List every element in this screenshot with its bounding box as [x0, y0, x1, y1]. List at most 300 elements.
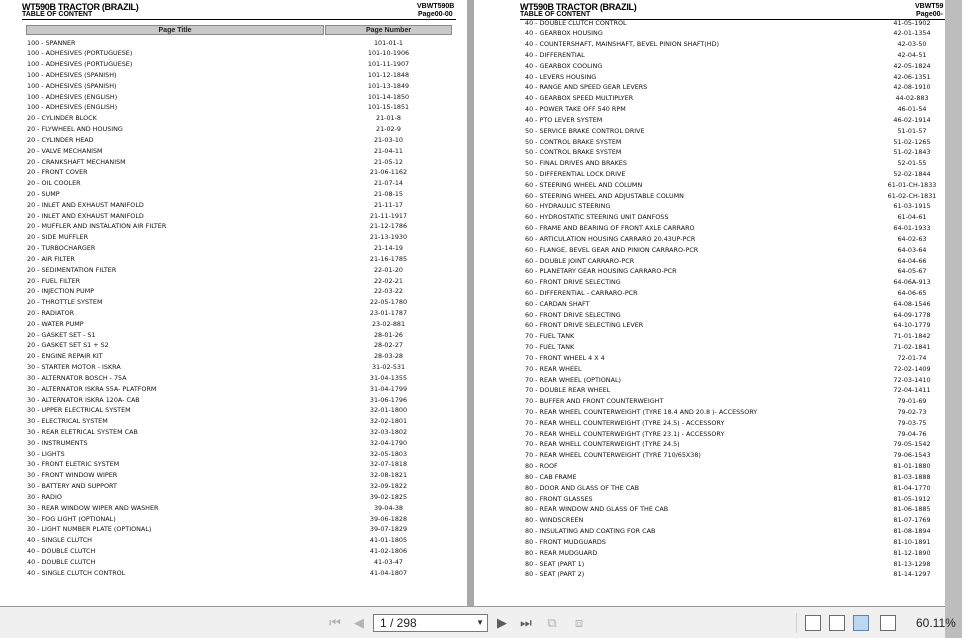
toc-row[interactable]	[525, 93, 962, 104]
toc-row-title: 60 - FRONT DRIVE SELECTING	[525, 278, 621, 287]
toc-row[interactable]	[27, 124, 452, 135]
toc-row[interactable]	[27, 200, 452, 211]
toc-row-title: 20 - INJECTION PUMP	[27, 287, 95, 296]
toc-row-title: 70 - FRONT WHEEL 4 X 4	[525, 353, 605, 362]
toc-row-title: 20 - AIR FILTER	[27, 254, 75, 263]
toc-row-title: 50 - CONTROL BRAKE SYSTEM	[525, 148, 622, 157]
toc-row-title: 40 - DOUBLE CLUTCH	[27, 557, 96, 566]
toc-row[interactable]	[525, 18, 962, 29]
toc-row[interactable]	[27, 557, 452, 568]
toc-row[interactable]	[27, 81, 452, 92]
toc-row-page-number: 72-04-1411	[893, 386, 931, 395]
toc-row-title: 60 - STEERING WHEEL AND COLUMN	[525, 180, 643, 189]
toc-row[interactable]	[525, 407, 962, 418]
toc-row-title: 20 - OIL COOLER	[27, 179, 81, 188]
toc-row[interactable]	[525, 439, 962, 450]
toc-row-page-number: 61-03-1915	[893, 202, 931, 211]
toc-row[interactable]	[27, 221, 452, 232]
toc-row[interactable]	[27, 157, 452, 168]
toc-row-page-number: 32-08-1821	[369, 471, 408, 480]
toc-row[interactable]	[525, 234, 962, 245]
toc-row[interactable]	[525, 277, 962, 288]
toc-row-page-number: 101-11-1907	[367, 60, 410, 69]
toc-row[interactable]	[525, 245, 962, 256]
chevron-down-icon: ▼	[476, 618, 484, 627]
toc-row-page-number: 41-03-47	[373, 557, 403, 566]
toc-row-page-number: 21-03-10	[373, 135, 403, 144]
fit-page-icon[interactable]: ⧈	[574, 615, 584, 631]
toc-row[interactable]	[27, 514, 452, 525]
toc-row[interactable]	[27, 276, 452, 287]
toc-row-title: 80 - REAR MUDGUARD	[525, 548, 598, 557]
toc-row-page-number: 42-03-50	[897, 40, 927, 49]
toc-row-page-number: 81-14-1297	[893, 570, 931, 579]
toc-row-page-number: 64-06-65	[897, 289, 927, 297]
next-page-icon[interactable]: ▶	[497, 615, 507, 631]
toc-row-title: 50 - DIFFERENTIAL LOCK DRIVE	[525, 169, 626, 178]
toc-row[interactable]	[525, 472, 962, 483]
toc-row[interactable]	[27, 265, 452, 276]
toc-row-title: 30 - ALTERNATOR BOSCH - 75A	[27, 373, 127, 382]
doc-subtitle: TABLE OF CONTENT	[22, 11, 93, 18]
toc-row-title: 20 - SEDIMENTATION FILTER	[27, 265, 117, 274]
toc-row-page-number: 61-01-CH-1833	[887, 180, 937, 189]
toc-row-title: 40 - DOUBLE CLUTCH CONTROL	[525, 18, 627, 27]
toc-row-title: 40 - DOUBLE CLUTCH	[27, 547, 96, 556]
toc-row[interactable]	[27, 340, 452, 351]
toc-row[interactable]	[27, 38, 452, 49]
toc-row[interactable]	[525, 364, 962, 375]
toc-row-page-number: 32-01-1800	[369, 406, 408, 415]
toc-row-title: 20 - THROTTLE SYSTEM	[27, 298, 103, 307]
rotate-icon[interactable]: ⧉	[547, 615, 557, 631]
toc-row-title: 70 - REAR WHELL COUNTERWEIGHT (TYRE 24.5) - ACCESSORY	[525, 418, 725, 427]
toc-row[interactable]	[27, 535, 452, 546]
toc-row[interactable]	[525, 126, 962, 137]
toc-row-page-number: 21-08-15	[373, 189, 403, 198]
toc-row[interactable]	[27, 167, 452, 178]
toc-row[interactable]	[27, 113, 452, 124]
toc-row-page-number: 21-02-9	[376, 125, 401, 134]
toc-row[interactable]	[525, 82, 962, 93]
toc-row[interactable]	[525, 483, 962, 494]
toc-row-title: 20 - CYLINDER HEAD	[27, 135, 94, 144]
toc-row[interactable]	[27, 546, 452, 557]
toc-row-title: 30 - LIGHT NUMBER PLATE (OPTIONAL)	[27, 525, 152, 534]
toc-row-page-number: 21-14-19	[373, 244, 403, 253]
toc-row-title: 40 - PTO LEVER SYSTEM	[525, 115, 603, 124]
toc-row-page-number: 52-01-55	[897, 159, 927, 168]
toc-row-page-number: 101-10-1906	[367, 49, 410, 58]
toc-row-page-number: 61-02-CH-1831	[887, 191, 937, 200]
toc-row-title: 40 - POWER TAKE OFF 540 RPM	[525, 105, 626, 114]
toc-row[interactable]	[27, 524, 452, 535]
toc-row-title: 40 - SINGLE CLUTCH	[27, 536, 92, 545]
toc-row[interactable]	[27, 427, 452, 438]
toc-row[interactable]	[525, 515, 962, 526]
toc-row-title: 20 - INLET AND EXHAUST MANIFOLD	[27, 211, 144, 220]
doc-page-code-right: Page00-	[916, 11, 943, 18]
toc-row-title: 80 - FRONT GLASSES	[525, 494, 593, 503]
toc-row-page-number: 21-16-1785	[369, 254, 408, 263]
toc-row-page-number: 52-02-1844	[893, 169, 931, 178]
toc-row[interactable]	[525, 450, 962, 461]
toc-row-page-number: 101-12-1848	[367, 70, 410, 79]
toc-row[interactable]	[27, 59, 452, 70]
toc-row-title: 60 - CARDAN SHAFT	[525, 299, 590, 308]
toc-row[interactable]	[27, 481, 452, 492]
toc-row[interactable]	[27, 395, 452, 406]
toc-row-page-number: 21-11-17	[373, 200, 403, 209]
toc-row-title: 30 - RADIO	[27, 492, 62, 501]
toc-row-page-number: 22-05-1780	[369, 298, 408, 307]
toc-row-title: 60 - PLANETARY GEAR HOUSING CARRARO-PCR	[525, 267, 677, 276]
toc-row[interactable]	[525, 137, 962, 148]
toc-row-title: 30 - INSTRUMENTS	[27, 438, 88, 447]
toc-row-page-number: 23-02-881	[371, 319, 406, 328]
toc-row-title: 40 - COUNTERSHAFT, MAINSHAFT, BEVEL PINION SHAFT(HD)	[525, 40, 719, 49]
toc-row[interactable]	[525, 61, 962, 72]
toc-row[interactable]	[525, 320, 962, 331]
toc-row-page-number: 79-01-69	[897, 397, 927, 406]
toc-row-title: 30 - LIGHTS	[27, 449, 65, 458]
two-page-continuous-icon[interactable]	[880, 615, 896, 631]
toc-row-title: 70 - REAR WHELL COUNTERWEIGHT (TYRE 23.1) - ACCESSORY	[525, 429, 725, 438]
toc-row-page-number: 101-14-1850	[367, 92, 410, 101]
toc-row[interactable]	[525, 569, 962, 580]
toc-row-title: 70 - DOUBLE REAR WHEEL	[525, 386, 611, 395]
toc-row[interactable]	[27, 330, 452, 341]
toc-row-title: 70 - BUFFER AND FRONT COUNTERWEIGHT	[525, 397, 664, 406]
toc-row-page-number: 81-04-1770	[893, 483, 931, 492]
toc-row-title: 20 - RADIATOR	[27, 309, 75, 317]
toc-row-page-number: 81-01-1880	[893, 462, 931, 471]
page-indicator: 1 / 298	[380, 616, 417, 630]
toc-row-title: 30 - ALTERNATOR ISKRA 55A- PLATFORM	[27, 384, 157, 393]
toc-row-title: 80 - REAR WINDOW AND GLASS OF THE CAB	[525, 505, 669, 514]
toc-row-title: 30 - REAR WINDOW WIPER AND WASHER	[27, 503, 159, 512]
toc-row-page-number: 39-04-38	[373, 503, 403, 512]
toc-row-page-number: 39-06-1828	[369, 514, 408, 523]
toc-row[interactable]	[27, 459, 452, 470]
prev-page-icon[interactable]: ◀	[354, 615, 364, 631]
toc-row-title: 60 - FRONT DRIVE SELECTING	[525, 310, 621, 319]
toc-row-title: 30 - ELECTRICAL SYSTEM	[27, 417, 108, 426]
toc-row-title: 100 - ADHESIVES (ENGLISH)	[27, 92, 118, 101]
toc-row-page-number: 32-07-1818	[369, 460, 408, 469]
toc-row[interactable]	[525, 28, 962, 39]
toc-row[interactable]	[27, 438, 452, 449]
toc-row[interactable]	[525, 223, 962, 234]
toc-row-title: 30 - REAR ELETRICAL SYSTEM CAB	[27, 428, 138, 437]
toc-row-page-number: 32-05-1803	[369, 449, 408, 458]
continuous-view-icon[interactable]	[829, 615, 845, 631]
toc-row-page-number: 31-04-1355	[369, 373, 408, 382]
toc-row-page-number: 42-08-1910	[893, 83, 931, 92]
toc-row[interactable]	[525, 537, 962, 548]
toc-row-page-number: 21-06-1162	[369, 168, 408, 177]
toc-row-page-number: 22-03-22	[373, 287, 403, 296]
single-page-view-icon[interactable]	[805, 615, 821, 631]
zoom-level[interactable]: 60.11%	[916, 616, 956, 630]
toc-row[interactable]	[525, 461, 962, 472]
toc-row-page-number: 21-12-1786	[369, 222, 408, 231]
toc-row-title: 50 - CONTROL BRAKE SYSTEM	[525, 137, 622, 146]
toc-row[interactable]	[27, 416, 452, 427]
toc-row-page-number: 46-02-1914	[893, 115, 931, 124]
left-page	[0, 0, 467, 606]
toc-row-page-number: 72-02-1409	[893, 364, 931, 373]
toc-row[interactable]	[525, 396, 962, 407]
toc-row[interactable]	[525, 429, 962, 440]
toc-row-page-number: 28-01-26	[373, 330, 403, 339]
toc-row[interactable]	[27, 243, 452, 254]
toc-row-title: 60 - STEERING WHEEL AND ADJUSTABLE COLUMN	[525, 191, 684, 200]
toc-row-title: 80 - INSULATING AND COATING FOR CAB	[525, 527, 656, 536]
toc-row[interactable]	[525, 266, 962, 277]
toc-row-title: 100 - ADHESIVES (SPANISH)	[27, 70, 117, 79]
toc-row-title: 80 - WINDSCREEN	[525, 516, 584, 525]
toc-row-page-number: 22-01-20	[373, 265, 403, 274]
toc-row-page-number: 32-09-1822	[369, 482, 408, 491]
toc-row-page-number: 64-03-64	[897, 245, 927, 254]
toc-row-page-number: 79-05-1542	[893, 440, 931, 449]
toc-row-title: 70 - REAR WHEEL	[525, 364, 582, 373]
toc-row-title: 20 - GASKET SET - S1	[27, 330, 96, 339]
toc-row[interactable]	[525, 353, 962, 364]
toc-row-title: 100 - ADHESIVES (PORTUGUESE)	[27, 60, 133, 69]
toc-row-page-number: 71-02-1841	[893, 343, 931, 352]
toc-row[interactable]	[27, 384, 452, 395]
toc-row-page-number: 39-02-1825	[369, 492, 408, 501]
toc-row-title: 20 - ENGINE REPAIR KIT	[27, 352, 103, 361]
toc-row-page-number: 51-02-1265	[893, 137, 931, 146]
toc-row[interactable]	[27, 286, 452, 297]
toc-row-page-number: 51-02-1843	[893, 148, 931, 157]
toc-row-page-number: 21-01-8	[376, 114, 401, 123]
toc-row[interactable]	[27, 178, 452, 189]
toc-row-title: 40 - GEARBOX SPEED MULTIPLYER	[525, 94, 634, 103]
toc-row[interactable]	[27, 568, 452, 579]
toc-row-title: 20 - SUMP	[27, 189, 60, 198]
toc-row-title: 80 - SEAT (PART 2)	[525, 570, 585, 579]
toc-row[interactable]	[525, 158, 962, 169]
toc-row-title: 20 - VALVE MECHANISM	[27, 146, 103, 155]
toc-row[interactable]	[525, 147, 962, 158]
toc-row-page-number: 64-10-1779	[893, 321, 931, 330]
toc-row-page-number: 41-01-1805	[369, 536, 408, 545]
toc-row-title: 20 - TURBOCHARGER	[27, 244, 96, 253]
doc-code-right: VBWT59	[915, 3, 944, 10]
toc-row-page-number: 79-02-73	[897, 408, 927, 417]
toc-row-title: 20 - INLET AND EXHAUST MANIFOLD	[27, 200, 144, 209]
toc-row-title: 100 - SPANNER	[27, 38, 76, 47]
toc-row[interactable]	[27, 405, 452, 416]
toc-row-page-number: 42-06-1351	[893, 72, 931, 81]
toc-row[interactable]	[27, 319, 452, 330]
toc-row-page-number: 31-04-1799	[369, 384, 408, 393]
toc-row-page-number: 21-07-14	[373, 179, 403, 188]
column-header-page: Page Number	[325, 25, 452, 35]
toc-row-page-number: 39-07-1829	[369, 525, 408, 534]
toc-row[interactable]	[27, 492, 452, 503]
toc-row[interactable]	[525, 418, 962, 429]
toc-row-title: 60 - FLANGE, BEVEL GEAR AND PINION CARRARO-PCR	[525, 245, 699, 254]
toc-row[interactable]	[27, 254, 452, 265]
column-header-title: Page Title	[26, 25, 324, 35]
toc-row[interactable]	[525, 526, 962, 537]
toc-row-page-number: 42-04-51	[897, 50, 927, 59]
toc-row[interactable]	[27, 92, 452, 103]
toc-row-page-number: 32-03-1802	[369, 428, 408, 437]
toc-row-page-number: 81-08-1894	[893, 527, 931, 536]
toc-row-page-number: 64-09-1778	[893, 310, 931, 319]
toc-row[interactable]	[525, 288, 962, 299]
toc-row-title: 50 - SERVICE BRAKE CONTROL DRIVE	[525, 126, 645, 135]
toc-row[interactable]	[27, 232, 452, 243]
toc-row[interactable]	[525, 256, 962, 267]
toc-row-title: 20 - MUFFLER AND INSTALATION AIR FILTER	[27, 222, 167, 231]
toc-row-title: 40 - SINGLE CLUTCH CONTROL	[27, 568, 126, 577]
header-rule	[22, 19, 456, 20]
toc-row-page-number: 101-15-1851	[367, 103, 410, 112]
toc-row[interactable]	[525, 104, 962, 115]
toc-row-title: 30 - STARTER MOTOR - ISKRA	[27, 363, 121, 372]
toc-row-page-number: 72-03-1410	[893, 375, 931, 384]
toc-row-page-number: 79-03-75	[897, 418, 927, 427]
toc-row-title: 30 - BATTERY AND SUPPORT	[27, 482, 117, 491]
toc-row-title: 30 - ALTERNATOR ISKRA 120A- CAB	[27, 395, 140, 404]
toc-row-page-number: 32-04-1790	[369, 438, 408, 447]
toc-row-title: 80 - DOOR AND GLASS OF THE CAB	[525, 483, 639, 492]
toc-row[interactable]	[27, 48, 452, 59]
toc-row-page-number: 81-10-1891	[893, 537, 931, 546]
toc-row-page-number: 21-11-1917	[369, 211, 408, 220]
toc-row[interactable]	[525, 201, 962, 212]
first-page-icon[interactable]: ⏮	[329, 615, 341, 631]
toc-row-title: 80 - CAB FRAME	[525, 472, 577, 481]
toc-row[interactable]	[525, 331, 962, 342]
toc-row[interactable]	[27, 449, 452, 460]
toc-row-page-number: 81-06-1885	[893, 505, 931, 514]
toc-row[interactable]	[27, 373, 452, 384]
toc-row[interactable]	[27, 503, 452, 514]
toc-row-title: 60 - DIFFERENTIAL - CARRARO-PCR	[525, 289, 638, 297]
toc-row[interactable]	[525, 212, 962, 223]
toc-row-title: 40 - RANGE AND SPEED GEAR LEVERS	[525, 83, 648, 92]
doc-subtitle-right: TABLE OF CONTENT	[520, 11, 591, 18]
toc-row-page-number: 44-02-883	[895, 94, 929, 103]
toc-row-title: 100 - ADHESIVES (ENGLISH)	[27, 103, 118, 112]
toc-row-page-number: 79-04-76	[897, 429, 927, 438]
toc-row[interactable]	[525, 299, 962, 310]
toc-row[interactable]	[525, 191, 962, 202]
toc-row-page-number: 64-06A-913	[893, 278, 931, 287]
toc-row-page-number: 81-07-1769	[893, 516, 931, 525]
toc-row[interactable]	[27, 297, 452, 308]
toc-row-title: 60 - ARTICULATION HOUSING CARRARO 20.43UP-PCR	[525, 234, 696, 243]
toc-row[interactable]	[525, 72, 962, 83]
toc-row[interactable]	[27, 189, 452, 200]
toc-row[interactable]	[27, 146, 452, 157]
toc-row-page-number: 46-01-54	[897, 105, 927, 114]
toc-row-page-number: 23-01-1787	[369, 309, 408, 317]
viewer-toolbar	[0, 606, 956, 638]
toc-row-page-number: 21-05-12	[373, 157, 403, 166]
toc-row-title: 20 - GASKET SET S1 + S2	[27, 341, 109, 350]
toc-row[interactable]	[525, 494, 962, 505]
toc-row-page-number: 72-01-74	[897, 353, 927, 362]
toc-row-page-number: 32-02-1801	[369, 417, 408, 426]
toc-row-title: 80 - ROOF	[525, 462, 558, 471]
toc-row[interactable]	[27, 470, 452, 481]
toc-row[interactable]	[525, 180, 962, 191]
toc-row[interactable]	[525, 342, 962, 353]
right-page	[474, 0, 945, 606]
toc-row[interactable]	[27, 351, 452, 362]
toc-row-title: 20 - FUEL FILTER	[27, 276, 81, 285]
toc-row-page-number: 28-02-27	[373, 341, 403, 350]
toc-row-title: 70 - REAR WHELL COUNTERWEIGHT (TYRE 24.5)	[525, 440, 680, 449]
toc-row-page-number: 81-13-1298	[893, 559, 931, 568]
toc-row[interactable]	[525, 504, 962, 515]
toc-row-page-number: 41-05-1902	[893, 18, 931, 27]
toc-row-page-number: 21-13-1930	[369, 233, 408, 242]
toc-row-page-number: 101-01-1	[373, 38, 403, 47]
doc-title-right: WT590B TRACTOR (BRAZIL)	[520, 2, 637, 12]
toc-row[interactable]	[27, 211, 452, 222]
toc-row[interactable]	[27, 102, 452, 113]
toc-row[interactable]	[525, 115, 962, 126]
toc-row-page-number: 71-01-1842	[893, 332, 931, 341]
toc-row-page-number: 101-13-1849	[367, 81, 410, 90]
toc-row-page-number: 41-02-1806	[369, 547, 408, 556]
toc-row[interactable]	[525, 50, 962, 61]
doc-page-code: Page00-00	[418, 11, 453, 18]
toc-row-title: 20 - FRONT COVER	[27, 168, 88, 177]
toc-row-title: 70 - REAR WHEEL (OPTIONAL)	[525, 375, 622, 384]
toc-row[interactable]	[525, 559, 962, 570]
toc-row-title: 60 - FRAME AND BEARING OF FRONT AXLE CARRARO	[525, 224, 695, 233]
toc-row[interactable]	[525, 310, 962, 321]
toc-row[interactable]	[525, 169, 962, 180]
toc-row[interactable]	[27, 362, 452, 373]
toc-row-title: 20 - CYLINDER BLOCK	[27, 114, 97, 123]
toc-row-title: 30 - FRONT WINDOW WIPER	[27, 471, 118, 480]
toc-row-title: 30 - FOG LIGHT (OPTIONAL)	[27, 514, 116, 523]
toc-row[interactable]	[525, 385, 962, 396]
toolbar-separator	[796, 613, 797, 633]
toc-row-title: 70 - FUEL TANK	[525, 332, 575, 341]
toc-row-title: 20 - WATER PUMP	[27, 319, 84, 328]
toc-row-title: 70 - REAR WHEEL COUNTERWEIGHT (TYRE 710/65X38)	[525, 451, 701, 460]
two-page-view-icon[interactable]	[853, 615, 869, 631]
doc-title: WT590B TRACTOR (BRAZIL)	[22, 2, 139, 12]
toc-row-page-number: 61-04-61	[897, 213, 927, 222]
toc-row[interactable]	[27, 135, 452, 146]
toc-row[interactable]	[27, 70, 452, 81]
toc-row-page-number: 81-12-1890	[893, 548, 931, 557]
last-page-icon[interactable]: ⏭	[520, 615, 532, 631]
toc-row[interactable]	[525, 375, 962, 386]
toc-row-page-number: 41-04-1807	[369, 568, 408, 577]
page-number-select[interactable]	[373, 614, 488, 632]
toc-row[interactable]	[27, 308, 452, 319]
toc-row-page-number: 64-08-1546	[893, 299, 931, 308]
toc-row-title: 40 - GEARBOX HOUSING	[525, 29, 603, 38]
toc-row[interactable]	[525, 548, 962, 559]
toc-row[interactable]	[525, 39, 962, 50]
